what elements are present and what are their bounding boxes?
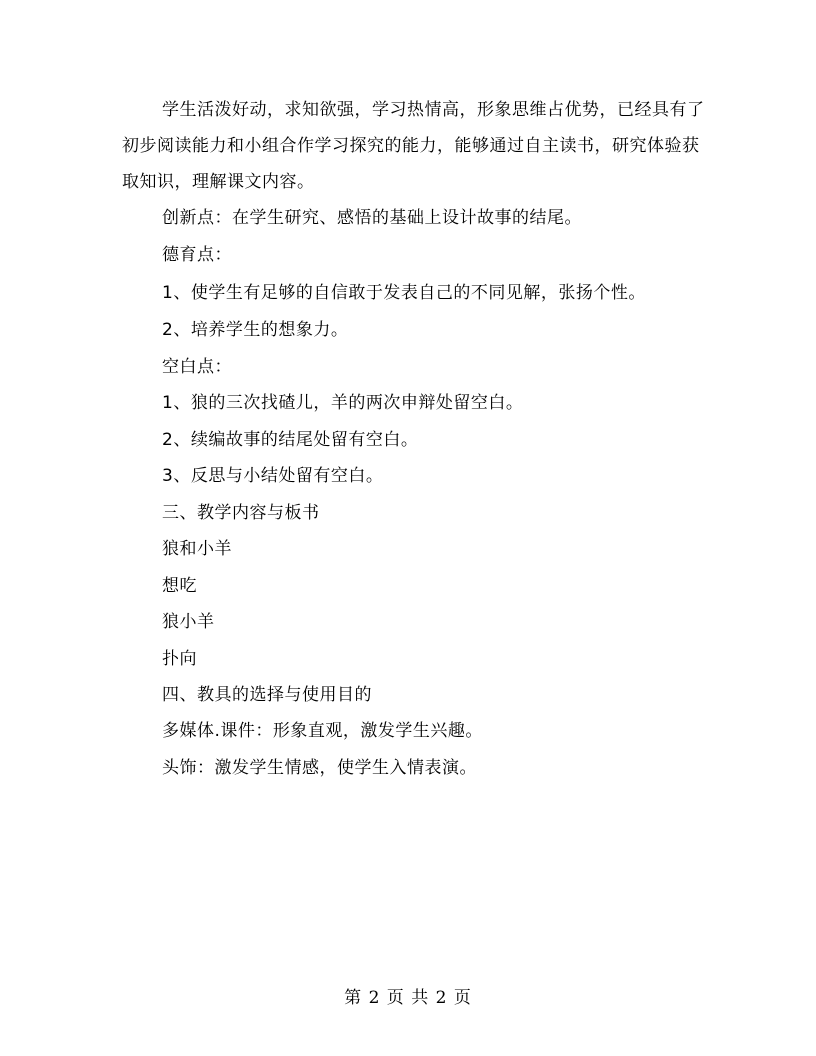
page-number-footer: 第 2 页 共 2 页 (344, 988, 472, 1008)
intro-paragraph: 学生活泼好动，求知欲强，学习热情高，形象思维占优势，已经具有了初步阅读能力和小组合作学习探究的能力，能够通过自主读书，研究体验获取知识，理解课文内容。 (122, 100, 705, 192)
blank-heading: 空白点： (162, 357, 232, 377)
board-line: 狼小羊 (162, 612, 215, 632)
board-line: 扑向 (162, 649, 197, 669)
blank-item: 1、狼的三次找碴儿，羊的两次申辩处留空白。 (162, 393, 524, 413)
section-three-heading: 三、教学内容与板书 (162, 503, 320, 523)
moral-heading: 德育点： (162, 245, 232, 265)
tool-line: 多媒体.课件：形象直观，激发学生兴趣。 (162, 721, 483, 741)
blank-item: 3、反思与小结处留有空白。 (162, 466, 384, 486)
board-line: 狼和小羊 (162, 539, 232, 559)
tool-line: 头饰：激发学生情感，使学生入情表演。 (162, 758, 477, 778)
innovation-point: 创新点：在学生研究、感悟的基础上设计故事的结尾。 (162, 208, 582, 228)
moral-item: 2、培养学生的想象力。 (162, 320, 349, 340)
board-line: 想吃 (162, 576, 197, 596)
blank-item: 2、续编故事的结尾处留有空白。 (162, 430, 419, 450)
section-four-heading: 四、教具的选择与使用目的 (162, 685, 372, 705)
moral-item: 1、使学生有足够的自信敢于发表自己的不同见解，张扬个性。 (162, 283, 646, 303)
